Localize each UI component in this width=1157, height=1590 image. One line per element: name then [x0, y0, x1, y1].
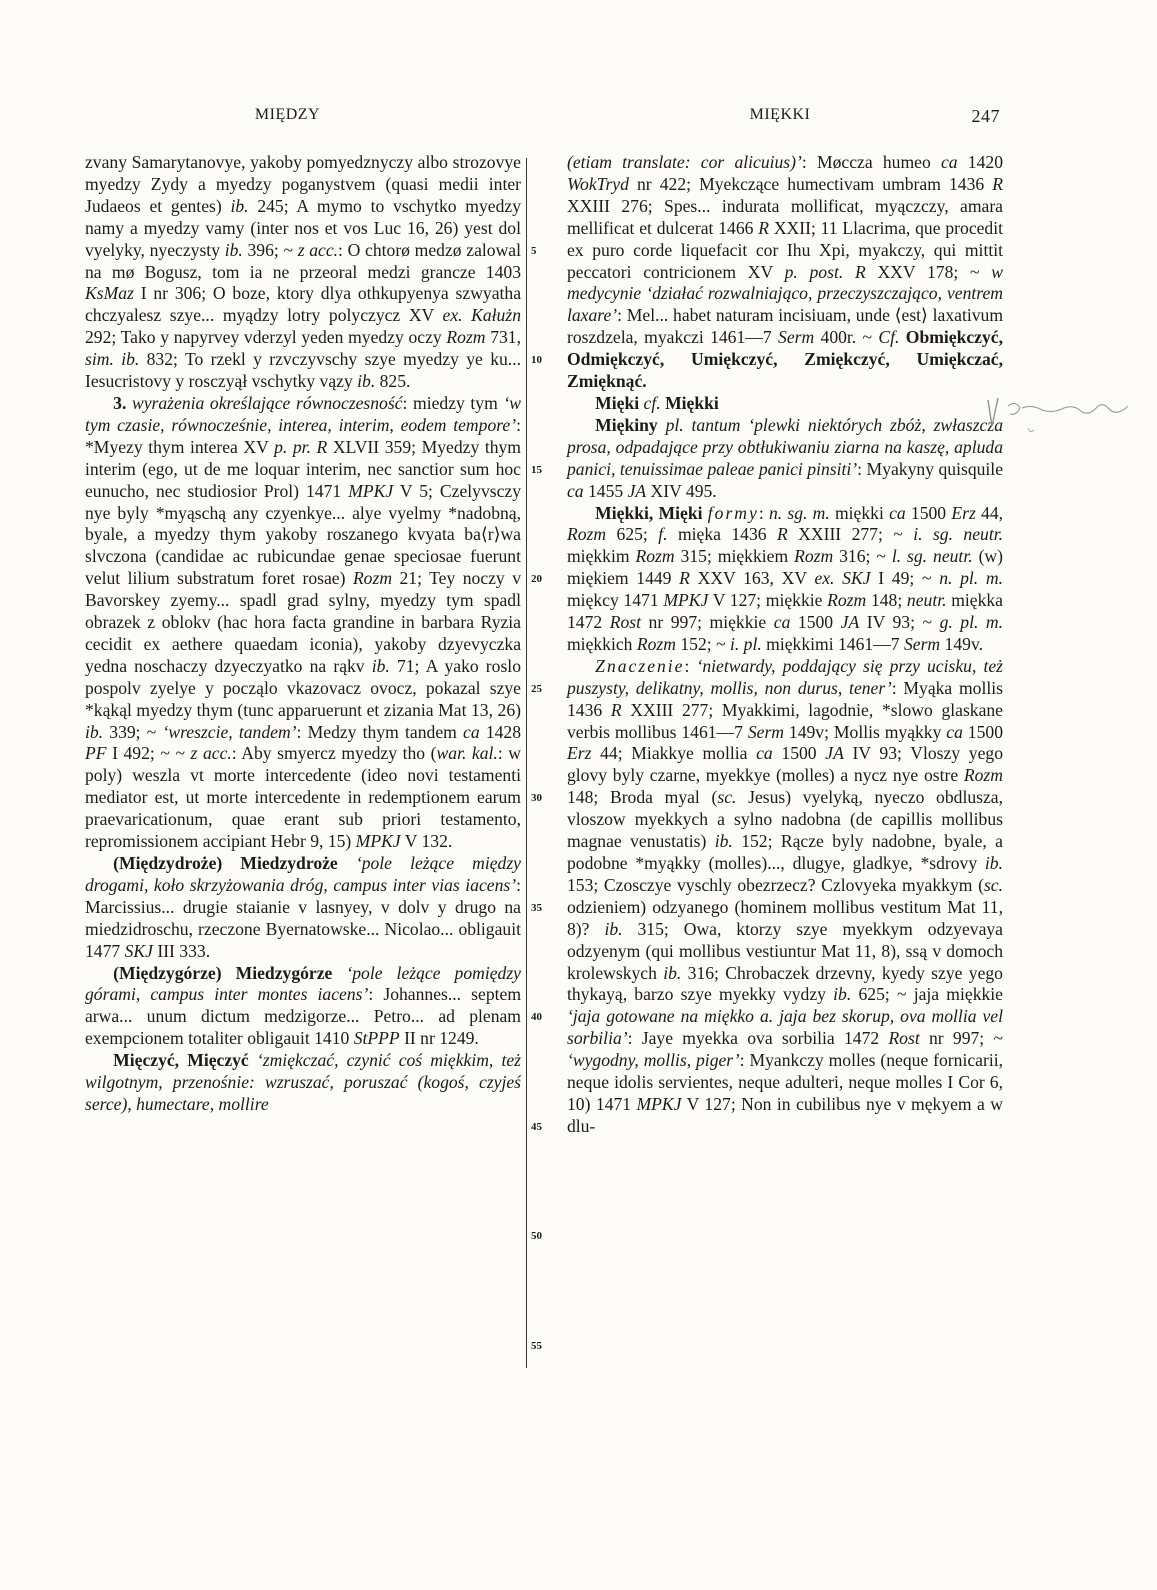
line-number: 45 [531, 1120, 542, 1133]
line-number: 50 [531, 1230, 542, 1243]
line-number: 25 [531, 682, 542, 695]
handwritten-margin-note [982, 392, 1157, 452]
entry-paragraph: Miękiny pl. tantum ‘plewki niektórych zbóż, zwłaszcza prosa, odpadające przy obtłukiwaniu ziarna na kaszę, apluda panici, tenuissimae paleae panici pinsiti’: Myakyny quisquile ca 1455 JA XIV 495. [567, 414, 1003, 501]
entry-paragraph: 3. wyrażenia określające równoczesność: miedzy tym ‘w tym czasie, równocześnie, interea, interim, eodem tempore’: *Myezy thym interea XV p. pr. R XLVII 359; Myedzy thym interim (ego, ut de me loquar interim, nec sanctior sum hoc eunucho, nec studiosior Prol) 1471 MPKJ V 5; Czelyvsczy nye byly *myąschą any czyenkye... alye vyelmy *nadobną, byale, a myedzy thym yakoby roszanego kvyata ba⟨r⟩wa slvczona (candidae ac rubicundae genae speciosae fuerunt velut lilium substratum foret rosae) Rozm 21; Tey noczy v Bavorskey zyemy... spadl grad sylny, myedzy tym spadl obrazek z oblokv (hac hora facta grandine in barbara Ryzia cecidit ex aethere quaedam iconia), yakoby dzyevyczka yedna noschaczy dzyeczyatko na rąkv ib. 71; A yako roslo pospolv zyelye y począlo vkazovacz ovocz, pokazal szye *kąkąl myedzy thym (tunc apparuerunt et zizania Mat 13, 26) ib. 339; ~ ‘wreszcie, tandem’: Medzy thym tandem ca 1428 PF I 492; ~ ~ z acc.: Aby smyercz myedzy tho (war. kal.: w poly) weszla vt morte intercedente (ideo novi testamenti mediator est, ut morte intercedente in redemptionem earum praevaricationum, quae erant sub priori testamento, repromissionem accipiant Hebr 9, 15) MPKJ V 132. [85, 392, 522, 852]
entry-paragraph: Mięki cf. Miękki [595, 392, 719, 413]
line-number: 15 [531, 463, 542, 476]
line-number: 40 [531, 1011, 542, 1024]
line-number: 20 [531, 573, 542, 586]
entry-paragraph: (Międzydroże) Miedzydroże ‘pole leżące między drogami, koło skrzyżowania dróg, campus inter vias iacens’: Marcissius... drugie staianie v lasnyey, v dolv y drugo na miedzidroschu, rzeczone Byernatowske... Nicolao... obligauit 1477 SKJ III 333. [85, 853, 521, 961]
running-head-left: MIĘDZY [254, 106, 321, 123]
entry-paragraph: Miękki, Mięki formy: n. sg. m. miękki ca 1500 Erz 44, Rozm 625; f. mięka 1436 R XXIII 277; ~ i. sg. neutr. miękkim Rozm 315; miękkiem Rozm 316; ~ l. sg. neutr. (w) miękiem 1449 R XXV 163, XV ex. SKJ I 49; ~ n. pl. m. miękcy 1471 MPKJ V 127; miękkie Rozm 148; neutr. miękka 1472 Rost nr 997; miękkie ca 1500 JA IV 93; ~ g. pl. m. miękkich Rozm 152; ~ i. pl. miękkimi 1461—7 Serm 149v. [567, 502, 1004, 654]
line-number: 30 [531, 792, 542, 805]
page-number: 247 [971, 106, 1000, 126]
entry-paragraph: Znaczenie: ‘nietwardy, poddający się przy ucisku, też puszysty, delikatny, mollis, non durus, tener’: Myąka mollis 1436 R XXIII 277; Myakkimi, lagodnie, *slowo glaskane verbis mollibus 1461—7 Serm 149v; Mollis myąkky ca 1500 Erz 44; Miakkye mollia ca 1500 JA IV 93; Vloszy yego glovy byly czarne, myekkye (molles) a nycz nye ostre Rozm 148; Broda myal (sc. Jesus) vyelyką, nyeczo obdlusza, vloszow myekkych a sylno nadobna (de capillis mollibus magnae venustatis) ib. 152; Rącze byly nadobne, byale, a podobne *myąkky (molles)..., dlugye, gladkye, *sdrovy ib. 153; Czosczye vyschly obezrzecz? Czlovyeka myakkym (sc. odzieniem) odzyanego (hominem mollibus vestitum Mat 11, 8)? ib. 315; Owa, ktorzy szye myekkym odzyevaya odzyenym (qui mollibus vestiuntur Mat 11, 8), ssą v domoch krolewskych ib. 316; Chrobaczek drzevny, kyedy szye yego thykayą, barzo szye myekky vydzy ib. 625; ~ jaja miękkie ‘jaja gotowane na miękko a. jaja bez skorup, ova mollia vel sorbilia’: Jaye myekka ova sorbilia 1472 Rost nr 997; ~ ‘wygodny, mollis, piger’: Myankczy molles (neque fornicarii, neque idolis servientes, neque adulteri, neque molles I Cor 6, 10) 1471 MPKJ V 127; Non in cubilibus nye v mękyem a w dlu- [567, 655, 1004, 1136]
line-number: 35 [531, 901, 542, 914]
right-column [567, 152, 1003, 1138]
entry-paragraph: zvany Samarytanovye, yakoby pomyedznyczy albo strozovye myedzy Zydy a myedzy poganystvem (quasi medii inter Judaeos et gentes) ib. 245; A mymo to vschytko myedzy namy a myedzy vamy (inter nos et vos Luc 16, 26) yest dol vyelyky, nyeczysty ib. 396; ~ z acc.: O chtorø medzø zalowal na mø Bogusz, tom ia ne przeoral medzi grancze 1403 KsMaz I nr 306; O boze, ktory dlya othkupyenya szwyatha chczyalesz szye... myądzy lotry polyczycz XV ex. Kałużn 292; Tako y napyrvey vderzyl yeden myedzy oczy Rozm 731, sim. ib. 832; To rzekl y rzvczyvschy szye myedzy ye ku... Iesucristovy y rosczyął vschytky vązy ib. 825. [85, 152, 522, 392]
entry-paragraph: (etiam translate: cor alicuius)’: Møccza humeo ca 1420 WokTryd nr 422; Myekcząc​e humectivam umbram 1436 R XXIII 276; Spes... indurata mollificat, myączczy, amara mellificat et dulcerat 1466 R XXII; 11 Llacrima, que procedit ex puro corde liquefacit cor Ihu Xpi, myakczy, qui mittit peccatori contricionem XV p. post. R XXV 178; ~ w medycynie ‘działać rozwalniająco, przeczyszczająco, ventrem laxare’: Mel... habet naturam incisiuam, unde ⟨est⟩ laxativum roszdzela, myakczi 1461—7 Serm 400r. ~ Cf. Obmiękczyć, Odmiękczyć, Umiękczyć, Zmiękczyć, Umiękczać, Zmięknąć. [567, 152, 1004, 392]
entry-paragraph: (Międzygórze) Miedzygórze ‘pole leżące pomiędzy górami, campus inter montes iacens’: Johannes... septem arwa... unum dictum medzigorze... Petro... ad plenam exempcionem totaliter obligauit 1410 StPPP II nr 1249. [85, 962, 522, 1049]
column-divider [526, 158, 527, 1368]
line-number: 5 [531, 244, 537, 257]
line-number: 10 [531, 354, 542, 367]
line-number: 55 [531, 1339, 542, 1352]
running-head-right: MIĘKKI [749, 106, 811, 123]
left-column [85, 152, 521, 1116]
entry-paragraph: Mięczyć, Mięczyć ‘zmiękczać, czynić coś miękkim, też wilgotnym, przenośnie: wzruszać, poruszać (kogoś, czyjeś serce), humectare, mollire [85, 1050, 521, 1114]
